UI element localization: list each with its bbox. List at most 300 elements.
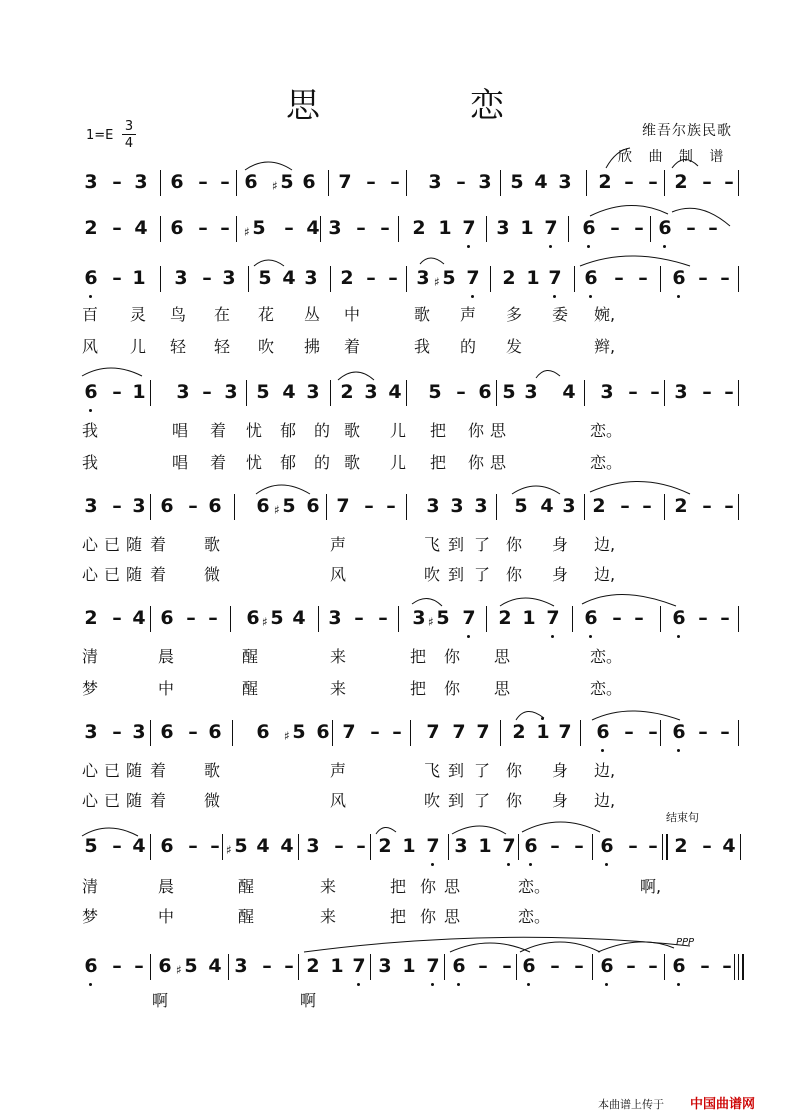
note: –: [502, 955, 512, 977]
note: –: [724, 381, 734, 403]
arranger-credit: 欣 曲 制 谱: [618, 149, 730, 165]
note: 6: [598, 946, 616, 986]
note: 1: [330, 955, 344, 977]
lyric-char: 身: [552, 791, 569, 810]
note: –: [392, 721, 402, 743]
note: 3: [496, 217, 510, 239]
slur: [376, 827, 396, 834]
note: 5 ♯: [274, 495, 296, 517]
note: –: [700, 955, 710, 977]
lyric-char: 忧: [246, 453, 263, 472]
note: 6: [160, 721, 174, 743]
note: 7: [336, 495, 350, 517]
lyric-char: 梦: [82, 907, 99, 926]
note: 1: [402, 835, 416, 857]
note: 5 ♯: [272, 171, 294, 193]
lyric-char: 恋。: [590, 421, 623, 440]
note: 4: [282, 267, 296, 289]
note: –: [198, 171, 208, 193]
lyric-char: 恋。: [590, 679, 623, 698]
lyric-char: 百: [82, 305, 99, 324]
lyric-char: 你: [506, 535, 523, 554]
note: –: [366, 171, 376, 193]
note: 3: [306, 381, 320, 403]
note: 2: [84, 607, 98, 629]
note: –: [648, 835, 658, 857]
note: 6: [82, 258, 100, 298]
lyric-char: 的: [460, 337, 477, 356]
lyric-char: 吹: [424, 565, 441, 584]
lyric-char: 花: [258, 305, 275, 324]
note: 3: [412, 607, 426, 629]
slur: [672, 159, 698, 168]
lyric-char: 清: [82, 877, 99, 896]
note: –: [198, 217, 208, 239]
slur: [672, 208, 730, 226]
note: –: [702, 381, 712, 403]
note: 7: [544, 598, 562, 638]
note: –: [112, 721, 122, 743]
note: –: [574, 955, 584, 977]
lyric-char: 已: [104, 535, 121, 554]
note: –: [188, 721, 198, 743]
note: 5: [256, 381, 270, 403]
note: 2: [502, 267, 516, 289]
note: –: [366, 267, 376, 289]
note: 7: [424, 946, 442, 986]
lyric-char: 身: [552, 761, 569, 780]
note: 2: [412, 217, 426, 239]
note: 5 ♯: [176, 955, 198, 977]
note: –: [202, 267, 212, 289]
note: 3: [474, 495, 488, 517]
lyric-char: 思: [490, 453, 507, 472]
note: –: [698, 267, 708, 289]
lyric-char: 鸟: [170, 305, 187, 324]
lyric-char: 歌: [414, 305, 431, 324]
note: 4: [208, 955, 222, 977]
lyric-char: 了: [474, 535, 491, 554]
note: 6: [82, 372, 100, 412]
lyric-char: 已: [104, 565, 121, 584]
lyric-char: 郁: [280, 421, 297, 440]
note: –: [648, 171, 658, 193]
lyric-char: 恋。: [590, 647, 623, 666]
lyric-char: 儿: [390, 453, 407, 472]
lyric-char: 晨: [158, 877, 175, 896]
lyric-char: 着: [150, 791, 167, 810]
lyric-char: 啊: [300, 991, 317, 1010]
time-sig-numerator: 3: [124, 119, 134, 134]
note: 1: [534, 712, 552, 752]
note: –: [626, 955, 636, 977]
lyric-char: 飞: [424, 761, 441, 780]
note: 4: [280, 835, 294, 857]
note: –: [112, 607, 122, 629]
lyric-char: 你: [506, 761, 523, 780]
note: –: [650, 381, 660, 403]
note: 6: [302, 171, 316, 193]
note: 4: [562, 381, 576, 403]
lyric-char: 把: [390, 877, 407, 896]
lyric-char: 来: [320, 907, 337, 926]
note: –: [354, 607, 364, 629]
note: 3: [174, 267, 188, 289]
note: 3: [454, 835, 468, 857]
note: –: [550, 835, 560, 857]
note: 6: [582, 598, 600, 638]
note: 6: [170, 171, 184, 193]
lyric-char: 啊,: [640, 877, 662, 896]
note: 4: [388, 381, 402, 403]
note: 6: [256, 721, 270, 743]
note: –: [550, 955, 560, 977]
lyric-char: 唱: [172, 453, 189, 472]
slur: [256, 485, 310, 494]
dynamic-marking: PPP: [676, 937, 695, 948]
slur: [590, 205, 668, 216]
lyric-char: 你: [444, 647, 461, 666]
note: –: [356, 835, 366, 857]
lyric-char: 灵: [130, 305, 147, 324]
song-origin: 维吾尔族民歌: [642, 123, 732, 139]
lyric-char: 我: [82, 421, 99, 440]
note: 4: [722, 835, 736, 857]
lyric-char: 来: [320, 877, 337, 896]
note: 6: [656, 208, 674, 248]
lyric-char: 清: [82, 647, 99, 666]
note: 6: [208, 495, 222, 517]
note: 7: [350, 946, 368, 986]
note: 1: [522, 607, 536, 629]
note: 1: [520, 217, 534, 239]
lyric-char: 吹: [424, 791, 441, 810]
lyric-char: 梦: [82, 679, 99, 698]
lyric-char: 歌: [204, 535, 221, 554]
note: 2: [674, 495, 688, 517]
lyric-char: 你: [468, 421, 485, 440]
note: 3: [600, 381, 614, 403]
note: –: [708, 217, 718, 239]
note: –: [364, 495, 374, 517]
note: 5 ♯: [262, 607, 284, 629]
note: 6: [316, 721, 330, 743]
lyric-char: 随: [126, 535, 143, 554]
note: –: [698, 607, 708, 629]
lyric-char: 醒: [242, 679, 259, 698]
lyric-char: 风: [330, 791, 347, 810]
note: 1: [438, 217, 452, 239]
note: 4: [132, 835, 146, 857]
note: 6: [246, 607, 260, 629]
note: 6: [244, 171, 258, 193]
note: –: [614, 267, 624, 289]
slur: [590, 481, 690, 494]
note: 3: [306, 835, 320, 857]
note: 4: [292, 607, 306, 629]
slur: [245, 162, 292, 170]
lyric-char: 啊: [152, 991, 169, 1010]
note: 6: [256, 495, 270, 517]
slur: [500, 598, 554, 606]
lyric-char: 来: [330, 679, 347, 698]
note: –: [702, 495, 712, 517]
lyric-char: 到: [448, 761, 465, 780]
note: –: [724, 171, 734, 193]
lyric-char: 声: [330, 761, 347, 780]
lyric-char: 发: [506, 337, 523, 356]
lyric-char: 你: [506, 791, 523, 810]
note: –: [624, 171, 634, 193]
lyric-char: 微: [204, 565, 221, 584]
lyric-char: 声: [330, 535, 347, 554]
lyric-char: 醒: [242, 647, 259, 666]
lyric-char: 随: [126, 791, 143, 810]
note: –: [456, 171, 466, 193]
note: 3: [428, 171, 442, 193]
note: 6: [670, 712, 688, 752]
note: –: [634, 607, 644, 629]
lyric-char: 心: [82, 535, 99, 554]
note: 5: [428, 381, 442, 403]
note: –: [612, 607, 622, 629]
note: 4: [132, 607, 146, 629]
slur: [304, 937, 690, 952]
lyric-char: 思: [494, 679, 511, 698]
note: –: [112, 267, 122, 289]
note: –: [628, 381, 638, 403]
note: 7: [342, 721, 356, 743]
lyric-char: 歌: [344, 453, 361, 472]
note: 5 ♯: [226, 835, 248, 857]
note: 5 ♯: [434, 267, 456, 289]
slur: [452, 826, 506, 834]
lyric-char: 在: [214, 305, 231, 324]
note: 5: [84, 835, 98, 857]
lyric-char: 已: [104, 761, 121, 780]
lyric-char: 边,: [594, 761, 616, 780]
lyric-char: 你: [420, 877, 437, 896]
lyric-char: 你: [444, 679, 461, 698]
note: 3: [562, 495, 576, 517]
note: –: [220, 217, 230, 239]
lyric-char: 着: [150, 535, 167, 554]
lyric-char: 轻: [170, 337, 187, 356]
note: 7: [424, 826, 442, 866]
slur: [522, 822, 600, 832]
note: 6: [580, 208, 598, 248]
note: 3: [84, 495, 98, 517]
lyric-char: 着: [150, 761, 167, 780]
note: 1: [478, 835, 492, 857]
note: 6: [478, 381, 492, 403]
note: –: [220, 171, 230, 193]
note: 6: [82, 946, 100, 986]
key-signature: 1=E: [86, 128, 114, 143]
slur: [338, 372, 374, 380]
lyric-char: 边,: [594, 535, 616, 554]
lyric-char: 恋。: [518, 877, 551, 896]
lyric-char: 辫,: [594, 337, 616, 356]
lyric-char: 你: [420, 907, 437, 926]
note: –: [334, 835, 344, 857]
note: 6: [670, 598, 688, 638]
note: 3: [426, 495, 440, 517]
note: 7: [476, 721, 490, 743]
lyric-char: 拂: [304, 337, 321, 356]
lyric-char: 儿: [390, 421, 407, 440]
lyric-char: 中: [158, 907, 175, 926]
lyric-char: 丛: [304, 305, 321, 324]
lyric-char: 唱: [172, 421, 189, 440]
lyric-char: 随: [126, 565, 143, 584]
lyric-char: 到: [448, 565, 465, 584]
lyric-char: 的: [314, 453, 331, 472]
lyric-char: 着: [210, 421, 227, 440]
note: –: [210, 835, 220, 857]
note: 5: [258, 267, 272, 289]
slur: [606, 148, 630, 168]
note: 2: [498, 607, 512, 629]
lyric-char: 把: [430, 421, 447, 440]
slur: [412, 598, 442, 606]
note: 3: [132, 495, 146, 517]
note: 7: [558, 721, 572, 743]
slur: [420, 258, 444, 264]
note: –: [698, 721, 708, 743]
lyric-char: 飞: [424, 535, 441, 554]
note: 5: [510, 171, 524, 193]
lyric-char: 思: [490, 421, 507, 440]
note: 2: [512, 721, 526, 743]
lyric-char: 恋。: [590, 453, 623, 472]
note: 4: [256, 835, 270, 857]
note: –: [112, 955, 122, 977]
lyric-char: 心: [82, 565, 99, 584]
lyric-char: 儿: [130, 337, 147, 356]
lyric-char: 歌: [204, 761, 221, 780]
lyric-char: 我: [82, 453, 99, 472]
note: 3: [524, 381, 538, 403]
note: –: [378, 607, 388, 629]
lyric-char: 思: [444, 907, 461, 926]
note: –: [386, 495, 396, 517]
lyric-char: 委: [552, 305, 569, 324]
note: 1: [132, 267, 146, 289]
lyric-char: 着: [210, 453, 227, 472]
note: 3: [222, 267, 236, 289]
note: 3: [304, 267, 318, 289]
lyric-char: 把: [390, 907, 407, 926]
note: –: [624, 721, 634, 743]
note: 6: [306, 495, 320, 517]
note: –: [186, 607, 196, 629]
lyric-char: 心: [82, 791, 99, 810]
note: 4: [534, 171, 548, 193]
note: 6: [160, 607, 174, 629]
lyric-char: 微: [204, 791, 221, 810]
lyric-char: 已: [104, 791, 121, 810]
time-sig-denominator: 4: [124, 136, 134, 151]
note: 7: [464, 258, 482, 298]
note: –: [620, 495, 630, 517]
note: 7: [460, 598, 478, 638]
slur: [592, 711, 680, 720]
note: –: [648, 721, 658, 743]
note: –: [284, 217, 294, 239]
note: 1: [526, 267, 540, 289]
slur: [82, 828, 138, 836]
note: –: [112, 381, 122, 403]
note: –: [724, 495, 734, 517]
page-title: 思 恋: [286, 86, 562, 126]
note: 5 ♯: [284, 721, 306, 743]
lyric-char: 我: [414, 337, 431, 356]
note: 6: [160, 835, 174, 857]
lyric-char: 风: [330, 565, 347, 584]
lyric-char: 边,: [594, 565, 616, 584]
section-label: 结束句: [666, 811, 699, 824]
note: 6: [208, 721, 222, 743]
note: –: [390, 171, 400, 193]
note: 5 ♯: [428, 607, 450, 629]
note: 2: [84, 217, 98, 239]
note: –: [388, 267, 398, 289]
note: 3: [328, 607, 342, 629]
lyric-char: 中: [158, 679, 175, 698]
lyric-char: 把: [410, 647, 427, 666]
lyric-char: 醒: [238, 907, 255, 926]
lyric-char: 来: [330, 647, 347, 666]
note: –: [112, 171, 122, 193]
note: 7: [500, 826, 518, 866]
note: –: [722, 955, 732, 977]
note: 4: [134, 217, 148, 239]
note: –: [262, 955, 272, 977]
note: 3: [558, 171, 572, 193]
note: 2: [674, 171, 688, 193]
note: 6: [158, 955, 172, 977]
lyric-char: 婉,: [594, 305, 616, 324]
lyric-char: 思: [494, 647, 511, 666]
note: –: [188, 835, 198, 857]
note: 2: [598, 171, 612, 193]
note: 3: [478, 171, 492, 193]
note: 3: [450, 495, 464, 517]
note: 3: [132, 721, 146, 743]
lyric-char: 吹: [258, 337, 275, 356]
note: 2: [340, 381, 354, 403]
note: 5: [502, 381, 516, 403]
note: –: [720, 721, 730, 743]
note: –: [208, 607, 218, 629]
note: 3: [234, 955, 248, 977]
note: 6: [594, 712, 612, 752]
lyric-char: 把: [410, 679, 427, 698]
slur: [582, 594, 676, 606]
lyric-char: 歌: [344, 421, 361, 440]
note: 2: [340, 267, 354, 289]
note: –: [610, 217, 620, 239]
lyric-char: 身: [552, 565, 569, 584]
note: –: [642, 495, 652, 517]
lyric-char: 思: [444, 877, 461, 896]
note: –: [634, 217, 644, 239]
note: –: [702, 835, 712, 857]
lyric-char: 你: [506, 565, 523, 584]
note: 7: [542, 208, 560, 248]
footer-text: 本曲谱上传于: [598, 1098, 664, 1111]
